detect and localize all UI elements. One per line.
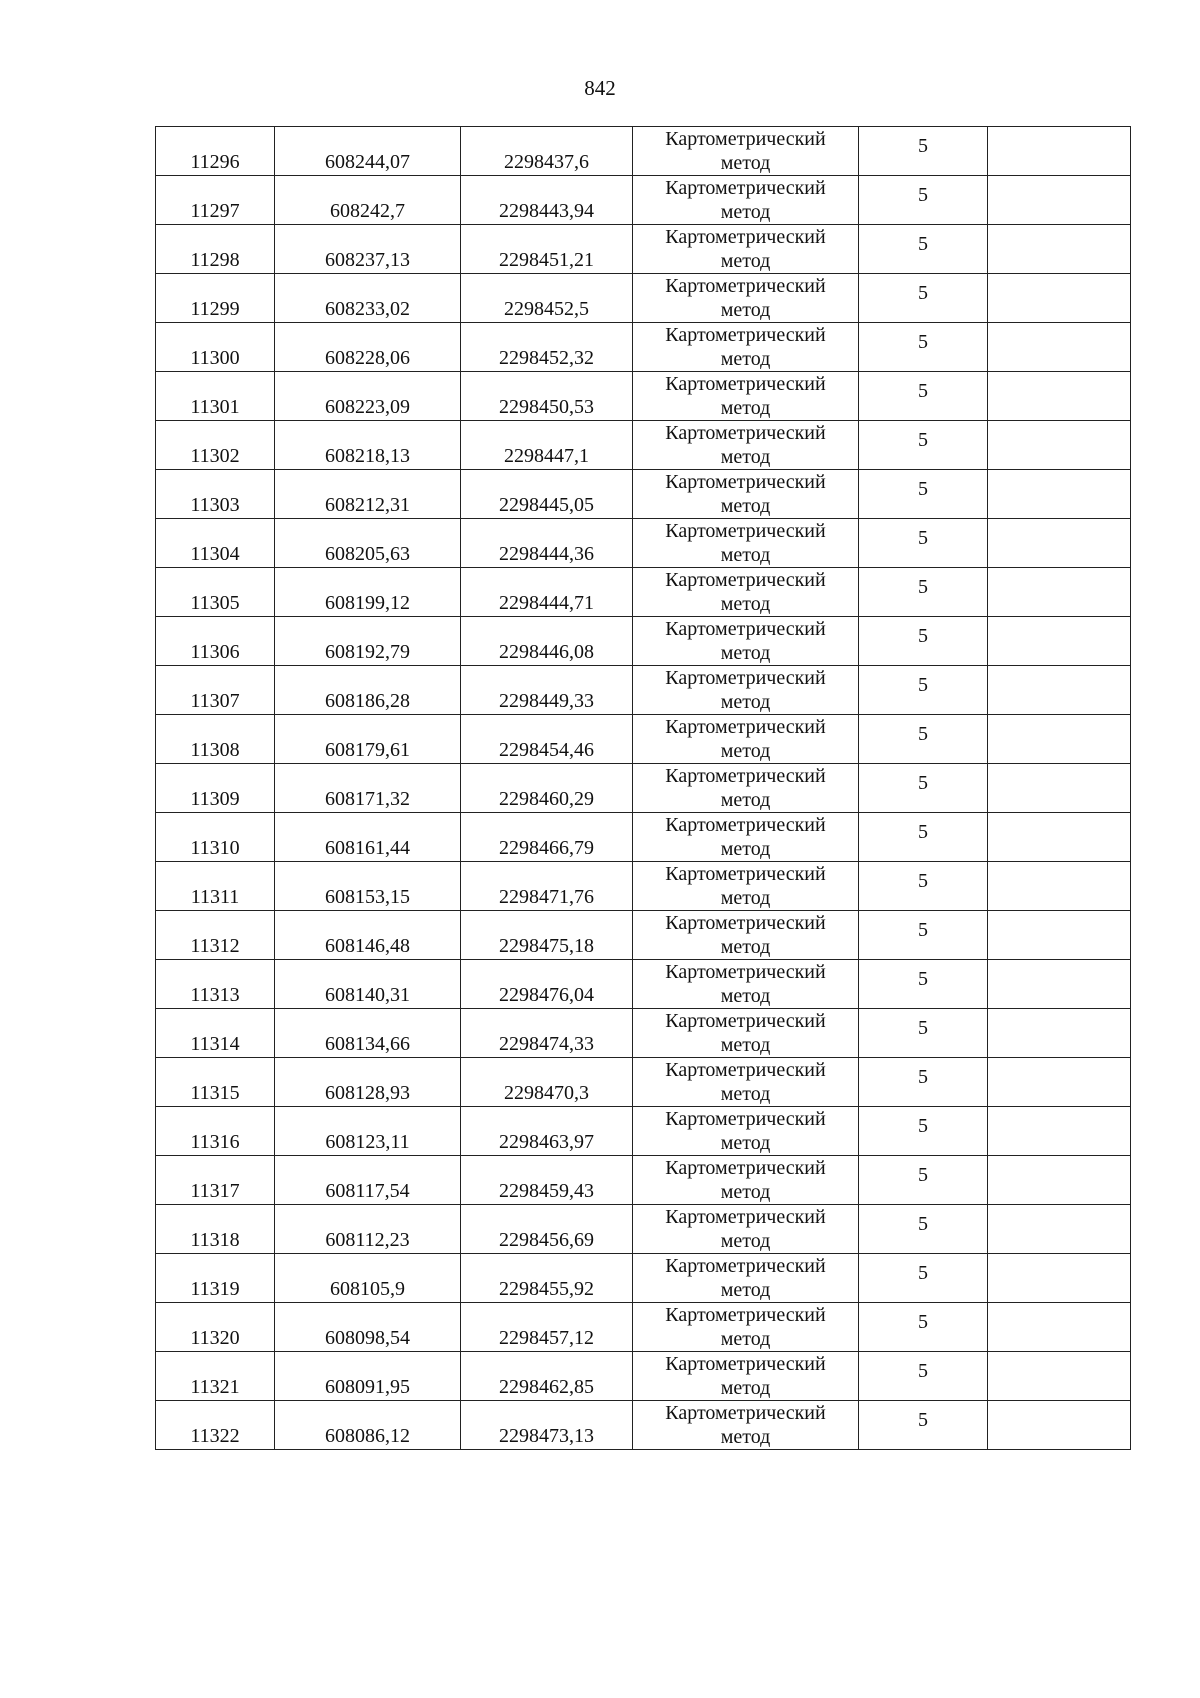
method-text-line1: Картометрический <box>665 667 826 689</box>
x-coordinate-cell: 608117,54 <box>275 1156 461 1205</box>
accuracy-value: 5 <box>918 820 928 843</box>
accuracy-cell <box>859 274 988 323</box>
method-text-line2: метод <box>720 1034 771 1056</box>
accuracy-cell <box>859 1009 988 1058</box>
y-coordinate-cell: 2298476,04 <box>461 960 633 1009</box>
method-cell <box>633 421 859 470</box>
note-cell <box>988 1058 1131 1107</box>
note-cell <box>988 1107 1131 1156</box>
x-coordinate-cell: 608205,63 <box>275 519 461 568</box>
accuracy-value: 5 <box>918 1114 928 1137</box>
y-coordinate-cell: 2298459,43 <box>461 1156 633 1205</box>
y-coordinate-cell: 2298450,53 <box>461 372 633 421</box>
x-coordinate-cell: 608223,09 <box>275 372 461 421</box>
y-coordinate-cell: 2298445,05 <box>461 470 633 519</box>
method-text-line2: метод <box>720 985 771 1007</box>
note-cell <box>988 617 1131 666</box>
table-row <box>156 1205 1131 1254</box>
accuracy-value: 5 <box>918 869 928 892</box>
accuracy-cell <box>859 176 988 225</box>
y-coordinate-cell: 2298470,3 <box>461 1058 633 1107</box>
method-text-line2: метод <box>720 201 771 223</box>
point-id-cell: 11309 <box>156 764 275 813</box>
x-coordinate-cell: 608233,02 <box>275 274 461 323</box>
accuracy-cell <box>859 470 988 519</box>
method-cell <box>633 176 859 225</box>
y-coordinate-cell: 2298447,1 <box>461 421 633 470</box>
table-row <box>156 1009 1131 1058</box>
point-id-cell: 11302 <box>156 421 275 470</box>
accuracy-cell <box>859 666 988 715</box>
point-id-cell: 11312 <box>156 911 275 960</box>
method-text-line1: Картометрический <box>665 765 826 787</box>
y-coordinate-cell: 2298443,94 <box>461 176 633 225</box>
accuracy-cell <box>859 617 988 666</box>
accuracy-value: 5 <box>918 183 928 206</box>
accuracy-value: 5 <box>918 1016 928 1039</box>
table-row <box>156 764 1131 813</box>
point-id-cell: 11303 <box>156 470 275 519</box>
x-coordinate-cell: 608134,66 <box>275 1009 461 1058</box>
table-row <box>156 813 1131 862</box>
method-text-line2: метод <box>720 887 771 909</box>
method-cell <box>633 1156 859 1205</box>
method-cell <box>633 372 859 421</box>
note-cell <box>988 323 1131 372</box>
method-text-line1: Картометрический <box>665 1157 826 1179</box>
accuracy-value: 5 <box>918 967 928 990</box>
table-row <box>156 715 1131 764</box>
accuracy-cell <box>859 1303 988 1352</box>
method-text-line2: метод <box>720 397 771 419</box>
method-text-line1: Картометрический <box>665 1059 826 1081</box>
note-cell <box>988 421 1131 470</box>
x-coordinate-cell: 608242,7 <box>275 176 461 225</box>
y-coordinate-cell: 2298444,71 <box>461 568 633 617</box>
x-coordinate-cell: 608146,48 <box>275 911 461 960</box>
method-cell <box>633 862 859 911</box>
x-coordinate-cell: 608105,9 <box>275 1254 461 1303</box>
point-id-cell: 11306 <box>156 617 275 666</box>
y-coordinate-cell: 2298460,29 <box>461 764 633 813</box>
y-coordinate-cell: 2298462,85 <box>461 1352 633 1401</box>
table-row <box>156 911 1131 960</box>
method-cell <box>633 1205 859 1254</box>
method-text-line2: метод <box>720 1083 771 1105</box>
x-coordinate-cell: 608086,12 <box>275 1401 461 1450</box>
table-row <box>156 470 1131 519</box>
x-coordinate-cell: 608228,06 <box>275 323 461 372</box>
method-text-line2: метод <box>720 789 771 811</box>
method-cell <box>633 323 859 372</box>
method-text-line2: метод <box>720 1230 771 1252</box>
method-cell <box>633 1401 859 1450</box>
accuracy-cell <box>859 1156 988 1205</box>
method-text-line1: Картометрический <box>665 1108 826 1130</box>
method-cell <box>633 519 859 568</box>
method-text-line1: Картометрический <box>665 128 826 150</box>
note-cell <box>988 1156 1131 1205</box>
method-text-line1: Картометрический <box>665 422 826 444</box>
method-text-line1: Картометрический <box>665 1255 826 1277</box>
accuracy-value: 5 <box>918 477 928 500</box>
point-id-cell: 11301 <box>156 372 275 421</box>
table-row <box>156 617 1131 666</box>
table-row <box>156 862 1131 911</box>
method-text-line1: Картометрический <box>665 177 826 199</box>
point-id-cell: 11300 <box>156 323 275 372</box>
note-cell <box>988 1205 1131 1254</box>
y-coordinate-cell: 2298457,12 <box>461 1303 633 1352</box>
accuracy-value: 5 <box>918 526 928 549</box>
point-id-cell: 11319 <box>156 1254 275 1303</box>
table-row <box>156 568 1131 617</box>
x-coordinate-cell: 608192,79 <box>275 617 461 666</box>
method-text-line1: Картометрический <box>665 569 826 591</box>
point-id-cell: 11314 <box>156 1009 275 1058</box>
method-text-line1: Картометрический <box>665 1010 826 1032</box>
point-id-cell: 11297 <box>156 176 275 225</box>
method-text-line1: Картометрический <box>665 863 826 885</box>
method-text-line2: метод <box>720 642 771 664</box>
accuracy-value: 5 <box>918 1310 928 1333</box>
point-id-cell: 11317 <box>156 1156 275 1205</box>
method-cell <box>633 1352 859 1401</box>
method-cell <box>633 127 859 176</box>
note-cell <box>988 1303 1131 1352</box>
accuracy-cell <box>859 764 988 813</box>
note-cell <box>988 519 1131 568</box>
accuracy-cell <box>859 225 988 274</box>
method-text-line2: метод <box>720 740 771 762</box>
note-cell <box>988 372 1131 421</box>
note-cell <box>988 274 1131 323</box>
accuracy-value: 5 <box>918 428 928 451</box>
method-text-line1: Картометрический <box>665 912 826 934</box>
y-coordinate-cell: 2298446,08 <box>461 617 633 666</box>
method-text-line1: Картометрический <box>665 471 826 493</box>
method-text-line2: метод <box>720 1328 771 1350</box>
y-coordinate-cell: 2298466,79 <box>461 813 633 862</box>
method-text-line1: Картометрический <box>665 618 826 640</box>
note-cell <box>988 960 1131 1009</box>
accuracy-cell <box>859 421 988 470</box>
method-cell <box>633 1009 859 1058</box>
table-row <box>156 225 1131 274</box>
point-id-cell: 11318 <box>156 1205 275 1254</box>
table-row <box>156 127 1131 176</box>
point-id-cell: 11311 <box>156 862 275 911</box>
y-coordinate-cell: 2298455,92 <box>461 1254 633 1303</box>
note-cell <box>988 176 1131 225</box>
method-text-line1: Картометрический <box>665 1206 826 1228</box>
method-text-line1: Картометрический <box>665 961 826 983</box>
method-text-line2: метод <box>720 1426 771 1448</box>
method-text-line2: метод <box>720 838 771 860</box>
table-row <box>156 1254 1131 1303</box>
page-number: 842 <box>584 76 616 100</box>
method-text-line2: метод <box>720 348 771 370</box>
x-coordinate-cell: 608237,13 <box>275 225 461 274</box>
point-id-cell: 11308 <box>156 715 275 764</box>
method-text-line1: Картометрический <box>665 324 826 346</box>
note-cell <box>988 715 1131 764</box>
accuracy-cell <box>859 519 988 568</box>
y-coordinate-cell: 2298454,46 <box>461 715 633 764</box>
point-id-cell: 11320 <box>156 1303 275 1352</box>
y-coordinate-cell: 2298471,76 <box>461 862 633 911</box>
point-id-cell: 11296 <box>156 127 275 176</box>
method-cell <box>633 960 859 1009</box>
method-text-line1: Картометрический <box>665 814 826 836</box>
accuracy-value: 5 <box>918 330 928 353</box>
note-cell <box>988 470 1131 519</box>
y-coordinate-cell: 2298451,21 <box>461 225 633 274</box>
point-id-cell: 11315 <box>156 1058 275 1107</box>
x-coordinate-cell: 608112,23 <box>275 1205 461 1254</box>
accuracy-value: 5 <box>918 918 928 941</box>
method-text-line1: Картометрический <box>665 1353 826 1375</box>
method-text-line2: метод <box>720 1181 771 1203</box>
point-id-cell: 11305 <box>156 568 275 617</box>
note-cell <box>988 225 1131 274</box>
method-text-line2: метод <box>720 250 771 272</box>
point-id-cell: 11310 <box>156 813 275 862</box>
note-cell <box>988 666 1131 715</box>
method-text-line2: метод <box>720 152 771 174</box>
x-coordinate-cell: 608140,31 <box>275 960 461 1009</box>
method-text-line2: метод <box>720 1132 771 1154</box>
accuracy-cell <box>859 127 988 176</box>
note-cell <box>988 813 1131 862</box>
accuracy-cell <box>859 1107 988 1156</box>
method-cell <box>633 274 859 323</box>
accuracy-value: 5 <box>918 281 928 304</box>
accuracy-value: 5 <box>918 1163 928 1186</box>
note-cell <box>988 568 1131 617</box>
note-cell <box>988 911 1131 960</box>
note-cell <box>988 1352 1131 1401</box>
table-row <box>156 421 1131 470</box>
accuracy-cell <box>859 715 988 764</box>
y-coordinate-cell: 2298475,18 <box>461 911 633 960</box>
method-text-line1: Картометрический <box>665 373 826 395</box>
x-coordinate-cell: 608123,11 <box>275 1107 461 1156</box>
method-cell <box>633 1107 859 1156</box>
y-coordinate-cell: 2298444,36 <box>461 519 633 568</box>
table-row <box>156 1058 1131 1107</box>
accuracy-value: 5 <box>918 1359 928 1382</box>
point-id-cell: 11321 <box>156 1352 275 1401</box>
table-row <box>156 372 1131 421</box>
accuracy-cell <box>859 960 988 1009</box>
method-text-line2: метод <box>720 446 771 468</box>
method-text-line2: метод <box>720 593 771 615</box>
accuracy-cell <box>859 1058 988 1107</box>
note-cell <box>988 1401 1131 1450</box>
method-text-line2: метод <box>720 691 771 713</box>
table-row <box>156 1401 1131 1450</box>
accuracy-value: 5 <box>918 134 928 157</box>
accuracy-value: 5 <box>918 1408 928 1431</box>
table-body <box>156 127 1131 1450</box>
method-text-line1: Картометрический <box>665 1304 826 1326</box>
table-row <box>156 1352 1131 1401</box>
y-coordinate-cell: 2298452,5 <box>461 274 633 323</box>
method-text-line2: метод <box>720 299 771 321</box>
method-text-line2: метод <box>720 1279 771 1301</box>
accuracy-value: 5 <box>918 771 928 794</box>
accuracy-value: 5 <box>918 575 928 598</box>
accuracy-cell <box>859 1205 988 1254</box>
x-coordinate-cell: 608128,93 <box>275 1058 461 1107</box>
accuracy-cell <box>859 1401 988 1450</box>
y-coordinate-cell: 2298449,33 <box>461 666 633 715</box>
accuracy-cell <box>859 1352 988 1401</box>
x-coordinate-cell: 608091,95 <box>275 1352 461 1401</box>
x-coordinate-cell: 608179,61 <box>275 715 461 764</box>
x-coordinate-cell: 608199,12 <box>275 568 461 617</box>
method-text-line2: метод <box>720 1377 771 1399</box>
method-text-line1: Картометрический <box>665 1402 826 1424</box>
method-cell <box>633 1058 859 1107</box>
y-coordinate-cell: 2298474,33 <box>461 1009 633 1058</box>
method-text-line2: метод <box>720 495 771 517</box>
point-id-cell: 11316 <box>156 1107 275 1156</box>
table-row <box>156 960 1131 1009</box>
x-coordinate-cell: 608244,07 <box>275 127 461 176</box>
point-id-cell: 11322 <box>156 1401 275 1450</box>
method-cell <box>633 1303 859 1352</box>
accuracy-value: 5 <box>918 1212 928 1235</box>
x-coordinate-cell: 608098,54 <box>275 1303 461 1352</box>
x-coordinate-cell: 608218,13 <box>275 421 461 470</box>
accuracy-value: 5 <box>918 379 928 402</box>
table-row <box>156 666 1131 715</box>
y-coordinate-cell: 2298452,32 <box>461 323 633 372</box>
accuracy-value: 5 <box>918 624 928 647</box>
x-coordinate-cell: 608212,31 <box>275 470 461 519</box>
method-text-line2: метод <box>720 544 771 566</box>
point-id-cell: 11307 <box>156 666 275 715</box>
note-cell <box>988 764 1131 813</box>
method-text-line1: Картометрический <box>665 716 826 738</box>
method-text-line1: Картометрический <box>665 275 826 297</box>
accuracy-cell <box>859 862 988 911</box>
method-cell <box>633 1254 859 1303</box>
x-coordinate-cell: 608153,15 <box>275 862 461 911</box>
method-text-line2: метод <box>720 936 771 958</box>
note-cell <box>988 127 1131 176</box>
method-cell <box>633 666 859 715</box>
y-coordinate-cell: 2298437,6 <box>461 127 633 176</box>
y-coordinate-cell: 2298463,97 <box>461 1107 633 1156</box>
method-cell <box>633 617 859 666</box>
accuracy-cell <box>859 813 988 862</box>
method-cell <box>633 568 859 617</box>
table-row <box>156 176 1131 225</box>
x-coordinate-cell: 608171,32 <box>275 764 461 813</box>
y-coordinate-cell: 2298456,69 <box>461 1205 633 1254</box>
table-row <box>156 323 1131 372</box>
method-cell <box>633 225 859 274</box>
accuracy-cell <box>859 323 988 372</box>
table-row <box>156 274 1131 323</box>
note-cell <box>988 1254 1131 1303</box>
point-id-cell: 11313 <box>156 960 275 1009</box>
accuracy-cell <box>859 568 988 617</box>
method-text-line1: Картометрический <box>665 520 826 542</box>
method-cell <box>633 715 859 764</box>
method-text-line1: Картометрический <box>665 226 826 248</box>
note-cell <box>988 862 1131 911</box>
table-row <box>156 1107 1131 1156</box>
point-id-cell: 11298 <box>156 225 275 274</box>
coordinates-table <box>155 126 1131 1450</box>
table-row <box>156 1156 1131 1205</box>
method-cell <box>633 911 859 960</box>
table-row <box>156 519 1131 568</box>
y-coordinate-cell: 2298473,13 <box>461 1401 633 1450</box>
method-cell <box>633 470 859 519</box>
accuracy-value: 5 <box>918 722 928 745</box>
accuracy-value: 5 <box>918 1065 928 1088</box>
point-id-cell: 11299 <box>156 274 275 323</box>
point-id-cell: 11304 <box>156 519 275 568</box>
note-cell <box>988 1009 1131 1058</box>
accuracy-value: 5 <box>918 673 928 696</box>
accuracy-cell <box>859 372 988 421</box>
x-coordinate-cell: 608186,28 <box>275 666 461 715</box>
method-cell <box>633 764 859 813</box>
table-row <box>156 1303 1131 1352</box>
accuracy-value: 5 <box>918 1261 928 1284</box>
method-cell <box>633 813 859 862</box>
accuracy-cell <box>859 1254 988 1303</box>
accuracy-value: 5 <box>918 232 928 255</box>
x-coordinate-cell: 608161,44 <box>275 813 461 862</box>
accuracy-cell <box>859 911 988 960</box>
